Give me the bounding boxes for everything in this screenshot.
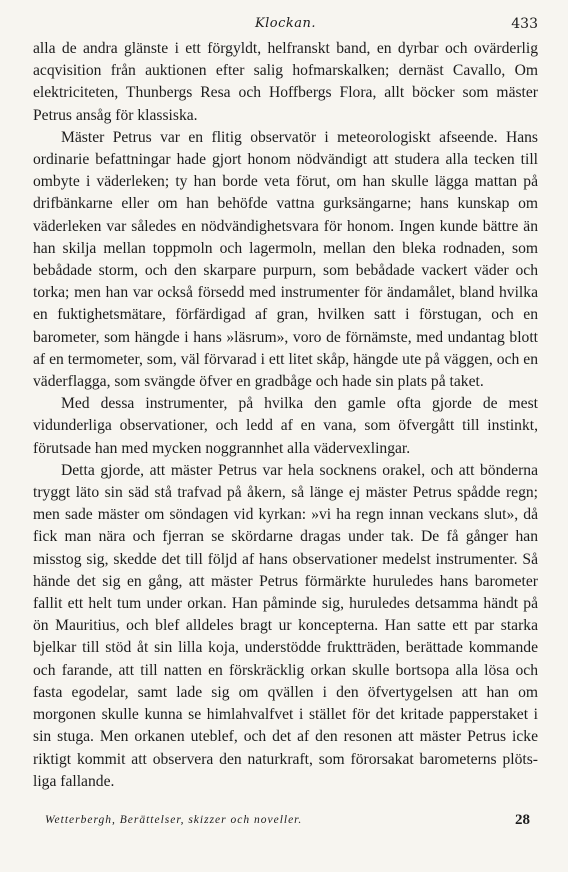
paragraph-4: Detta gjorde, att mäster Petrus var hela socknens orakel, och att bönderna tryggt läto sin säd stå trafvad på åkern, så länge ej mäster Petrus spådde regn; men sade mäster om söndagen vid kyrkan: »vi ha regn innan veckans slut», då fick man nära och fjerran se skördarne dragas under tak. De få gånger han misstog sig, skedde det till följd af hans observationer medelst instrumenter. Så hände det sig en gång, att mäster Petrus förmärkte huruledes hans barometer fallit ett helt tum under orkan. Han påminde sig, huruledes detsamma händt på ön Mauritius, och blef alldeles bragt ur koncepterna. Han satte ett par starka bjelkar till stöd åt sin lilla koja, understödde fruktträden, berättade kommande och farande, att till natten en förskräcklig orkan skulle bortsopa alla lösa och fasta egodelar, samt lade sig om qvällen i den öfvertygelsen att han om morgonen skulle kunna se himlahvalfvet i stället för det kritade papperstaket i sin stuga. Men orkanen uteblef, och det af den resonen att mäster Petrus icke riktigt kommit att observera den naturkraft, som förorsakat barometerns plötsliga fallande. — [33, 461, 538, 790]
paragraph-1: alla de andra glänste i ett förgyldt, helfranskt band, en dyrbar och ovärderlig acqvisition från auktionen efter salig hofmarskalken; dernäst Cavallo, Om elektriciteten, Thunbergs Resa och Hoffbergs Flora, allt böcker som mäster Petrus ansåg för klassiska. — [33, 40, 538, 124]
signature-number: 28 — [515, 812, 530, 828]
page-header — [33, 12, 538, 38]
body-text — [33, 38, 538, 793]
page-footer — [33, 812, 530, 832]
paragraph-2: Mäster Petrus var en flitig observatör i meteorologiskt afseende. Hans ordinarie befattningar hade gjort honom nödvändigt att studera alla tecken till ombyte i väderleken; ty han borde veta förut, om han skulle lägga mattan på drifbänkarne eller om han behöfde vattna gurksängarne; hans kunskap om väderleken var således en nödvändighetsvara för honom. Ingen kunde bättre än han skilja mellan toppmoln och lagermoln, mellan den bleka rodnaden, som bebådade storm, och den skarpare purpurn, som bebådade vackert väder och torka; men han var också försedd med instrumenter för ändamålet, bland hvilka en fuktighetsmätare, förfärdigad af gran, hvilken satt i förstugan, och en barometer, som hängde i hans »läsrum», voro de förnämste, med undantag blott af en termometer, som, väl förvarad i ett litet skåp, hängde ute på väggen, och en väderflagga, som svängde öfver en gradbåge och hade sin plats på taket. — [33, 128, 538, 391]
page-number: 433 — [511, 16, 538, 32]
paragraph-3: Med dessa instrumenter, på hvilka den gamle ofta gjorde de mest vidunderliga observationer, och ledd af en vana, som öfvergått till instinkt, förutsade han med mycken noggrannhet alla vädervexlingar. — [33, 395, 538, 457]
running-title: Klockan. — [254, 16, 317, 31]
signature-line: Wetterbergh, Berättelser, skizzer och noveller. — [45, 814, 303, 826]
